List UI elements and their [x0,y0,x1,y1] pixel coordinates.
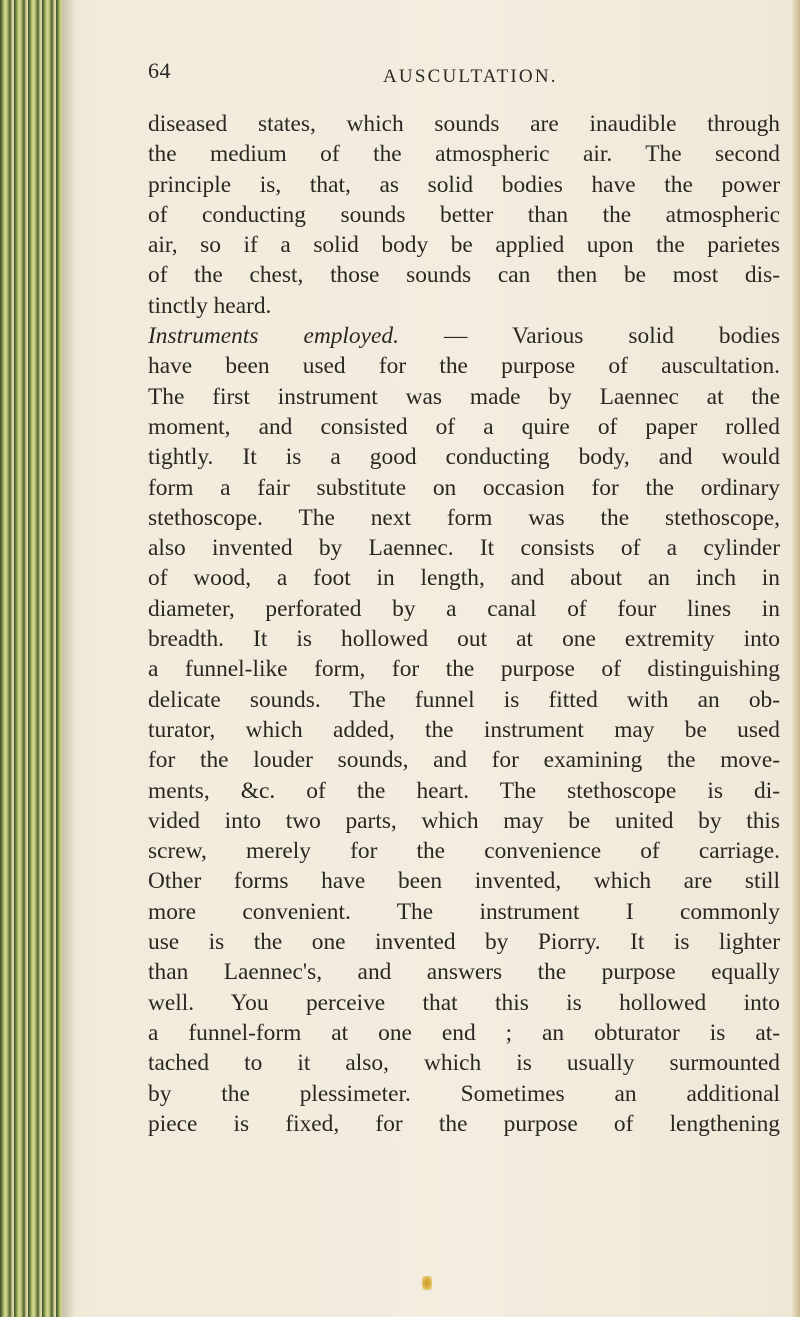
text-line: screw, merely for the convenience of carriage. [148,838,780,865]
text-line: the medium of the atmospheric air. The second [148,141,780,168]
text-line: delicate sounds. The funnel is fitted with an ob- [148,686,780,713]
text-line: form a fair substitute on occasion for the ordinary [148,474,780,501]
text-line: piece is fixed, for the purpose of lengthening [148,1110,780,1137]
text-line: principle is, that, as solid bodies have the power [148,171,780,198]
section-heading-rest: — Various solid bodies [398,323,780,350]
text-line: also invented by Laennec. It consists of a cylinder [148,535,780,562]
section-heading-line [148,321,780,351]
text-line: turator, which added, the instrument may be used [148,716,780,743]
text-line: diseased states, which sounds are inaudible through [148,111,780,137]
text-line: Other forms have been invented, which are still [148,868,780,895]
page-right-edge [792,0,800,1317]
running-head: AUSCULTATION. [383,66,558,87]
text-line: than Laennec's, and answers the purpose equally [148,959,780,986]
text-line: diameter, perforated by a canal of four lines in [148,595,780,622]
section-heading: Instruments employed. [148,323,399,350]
text-line: The first instrument was made by Laennec at the [148,383,780,410]
ink-blot [422,1276,432,1290]
text-line: tached to it also, which is usually surmounted [148,1050,780,1077]
text-line: use is the one invented by Piorry. It is lighter [148,929,780,956]
text-line: moment, and consisted of a quire of paper rolled [148,413,780,440]
text-line: air, so if a solid body be applied upon the parietes [148,232,780,259]
text-line: of wood, a foot in length, and about an inch in [148,565,780,592]
text-line: have been used for the purpose of auscultation. [148,353,780,380]
text-line: tinctly heard. [148,292,272,319]
text-line: ments, &c. of the heart. The stethoscope is di- [148,777,780,804]
text-line: by the plessimeter. Sometimes an additional [148,1080,780,1107]
text-line: a funnel-form at one end ; an obturator is at- [148,1019,780,1046]
text-line: tightly. It is a good conducting body, and would [148,444,780,471]
text-line: vided into two parts, which may be united by this [148,807,780,834]
book-binding-edge [0,0,62,1317]
text-line: for the louder sounds, and for examining the move- [148,747,780,774]
text-line: of the chest, those sounds can then be most dis- [148,262,780,289]
body-text [148,109,780,1139]
text-line: a funnel-like form, for the purpose of distinguishing [148,656,780,683]
text-line: breadth. It is hollowed out at one extremity into [148,626,780,653]
text-line: more convenient. The instrument I commonly [148,898,780,925]
text-line: stethoscope. The next form was the stethoscope, [148,504,780,531]
page-number: 64 [148,58,171,83]
text-line: of conducting sounds better than the atmospheric [148,201,780,228]
text-line: well. You perceive that this is hollowed into [148,989,780,1016]
